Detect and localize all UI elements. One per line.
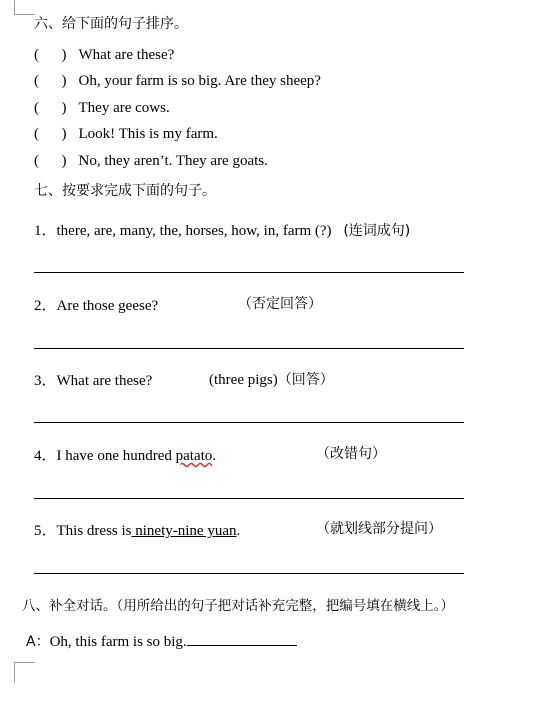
question-number: 1． bbox=[34, 223, 57, 239]
question-number: 5． bbox=[34, 523, 57, 539]
page-corner-mark-top bbox=[14, 0, 35, 15]
order-blank[interactable]: ( ) bbox=[34, 100, 67, 116]
underlined-phrase: ninety-nine yuan bbox=[131, 523, 237, 539]
section-7-title: 七、按要求完成下面的句子。 bbox=[34, 183, 216, 199]
order-item-5 bbox=[34, 152, 268, 170]
question-text: What are these? bbox=[56, 373, 153, 389]
question-4-hint: （改错句） bbox=[316, 446, 386, 462]
question-text: I have one hundred bbox=[56, 448, 176, 464]
question-punctuation: . bbox=[212, 448, 217, 464]
question-3-extra bbox=[209, 369, 334, 389]
question-1 bbox=[34, 219, 410, 240]
question-punctuation: . bbox=[236, 523, 241, 539]
order-sentence: No, they aren’t. They are goats. bbox=[78, 153, 268, 169]
answer-line-1[interactable] bbox=[34, 272, 464, 273]
order-item-3 bbox=[34, 99, 170, 117]
misspelled-word: patato bbox=[175, 448, 213, 464]
question-2 bbox=[34, 294, 158, 315]
speaker-label: A： bbox=[26, 634, 50, 650]
order-item-2 bbox=[34, 72, 321, 90]
question-4 bbox=[34, 444, 216, 465]
order-sentence: Look! This is my farm. bbox=[78, 126, 218, 142]
dialogue-line-a bbox=[26, 631, 297, 651]
question-number: 3． bbox=[34, 373, 57, 389]
answer-line-3[interactable] bbox=[34, 422, 464, 423]
dialogue-text: Oh, this farm is so big. bbox=[49, 634, 187, 650]
order-sentence: What are these? bbox=[78, 47, 175, 63]
section-6-title: 六、给下面的句子排序。 bbox=[34, 16, 188, 32]
dialogue-answer-blank[interactable] bbox=[187, 633, 297, 646]
question-2-hint: （否定回答） bbox=[238, 296, 322, 312]
order-blank[interactable]: ( ) bbox=[34, 126, 67, 142]
order-sentence: Oh, your farm is so big. Are they sheep? bbox=[78, 73, 321, 89]
order-item-1 bbox=[34, 46, 174, 64]
question-text: there, are, many, the, horses, how, in, farm (?) bbox=[56, 223, 332, 239]
question-hint: (连词成句) bbox=[343, 223, 411, 239]
question-text: Are those geese? bbox=[56, 298, 159, 314]
section-8-title: 八、补全对话。（用所给出的句子把对话补充完整，把编号填在横线上。） bbox=[22, 598, 454, 614]
question-number: 4． bbox=[34, 448, 57, 464]
question-5 bbox=[34, 519, 240, 540]
question-3 bbox=[34, 369, 152, 390]
question-cue: (three pigs) bbox=[209, 372, 278, 388]
order-item-4 bbox=[34, 125, 218, 143]
order-sentence: They are cows. bbox=[78, 100, 170, 116]
answer-line-2[interactable] bbox=[34, 348, 464, 349]
question-number: 2． bbox=[34, 298, 57, 314]
order-blank[interactable]: ( ) bbox=[34, 47, 67, 63]
question-hint: （回答） bbox=[277, 372, 334, 388]
page-corner-mark-bottom bbox=[14, 662, 35, 683]
answer-line-4[interactable] bbox=[34, 498, 464, 499]
question-text: This dress is bbox=[56, 523, 132, 539]
answer-line-5[interactable] bbox=[34, 573, 464, 574]
question-5-hint: （就划线部分提问） bbox=[316, 521, 442, 537]
order-blank[interactable]: ( ) bbox=[34, 153, 67, 169]
order-blank[interactable]: ( ) bbox=[34, 73, 67, 89]
